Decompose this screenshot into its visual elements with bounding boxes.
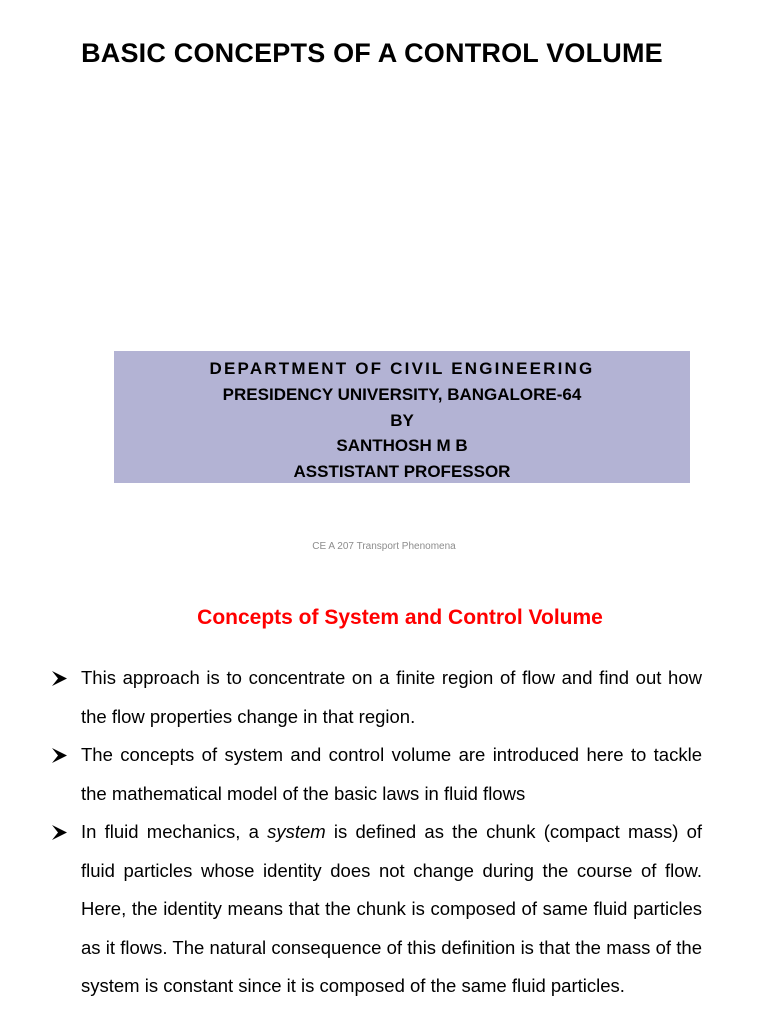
bullet-text-end: is defined as the chunk (compact mass) of fluid particles whose identity does not change during the course of flow. Here, the identity means that the chunk is composed of same fluid particles as it flows. The natural consequence of this definition is that the mass of the system is constant since it is composed of the same fluid particles. xyxy=(81,821,703,996)
arrowhead-bullet-icon xyxy=(52,659,70,698)
bullet-item xyxy=(0,659,702,736)
section-title: Concepts of System and Control Volume xyxy=(197,606,603,629)
bullet-item xyxy=(0,736,702,813)
arrowhead-bullet-icon xyxy=(52,736,70,775)
author-info-box xyxy=(114,351,690,483)
slide-footer: CE A 207 Transport Phenomena xyxy=(312,541,456,552)
bullet-text-start: In fluid mechanics, a xyxy=(81,821,268,842)
bullet-item xyxy=(0,813,702,1006)
department-line: DEPARTMENT OF CIVIL ENGINEERING xyxy=(209,359,595,378)
arrowhead-bullet-icon xyxy=(52,813,70,852)
bullet-list xyxy=(0,659,768,1006)
university-line: PRESIDENCY UNIVERSITY, BANGALORE-64 xyxy=(222,384,582,404)
emphasized-term: system xyxy=(267,821,326,842)
by-line: BY xyxy=(390,410,414,430)
bullet-text: The concepts of system and control volume are introduced here to tackle the mathematical model of the basic laws in fluid flows xyxy=(81,744,702,804)
author-name: SANTHOSH M B xyxy=(336,436,468,456)
bullet-text: This approach is to concentrate on a finite region of flow and find out how the flow properties change in that region. xyxy=(81,667,702,727)
author-designation: ASSTISTANT PROFESSOR xyxy=(293,462,511,482)
slide-title: BASIC CONCEPTS OF A CONTROL VOLUME xyxy=(81,38,663,68)
